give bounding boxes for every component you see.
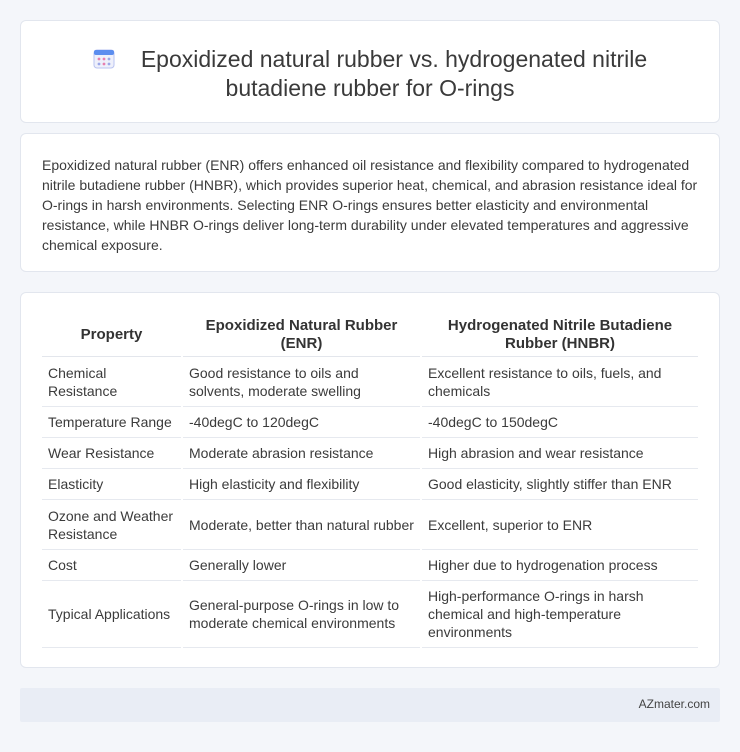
enr-cell: Moderate, better than natural rubber (182, 500, 421, 550)
table-row (42, 407, 698, 438)
property-cell: Typical Applications (42, 581, 182, 648)
table-header-row (42, 315, 698, 357)
property-cell: Ozone and Weather Resistance (42, 500, 182, 550)
hnbr-cell: High-performance O-rings in harsh chemical and high-temperature environments (421, 581, 698, 648)
calendar-icon (93, 47, 115, 69)
header-hnbr: Hydrogenated Nitrile Butadiene Rubber (HNBR) (421, 315, 698, 357)
title-line-1: Epoxidized natural rubber vs. hydrogenated nitrile (140, 46, 648, 72)
hnbr-cell: Excellent, superior to ENR (421, 500, 698, 550)
property-cell: Chemical Resistance (42, 357, 182, 407)
enr-cell: General-purpose O-rings in low to moderate chemical environments (182, 581, 421, 648)
enr-cell: Moderate abrasion resistance (182, 438, 421, 469)
footer-bar (20, 688, 720, 722)
intro-paragraph: Epoxidized natural rubber (ENR) offers enhanced oil resistance and flexibility compared to hydrogenated nitrile butadiene rubber (HNBR), which provides superior heat, chemical, and abrasion resistance ideal for O-rings in harsh environments. Selecting ENR O-rings ensures better elasticity and environmental resistance, while HNBR O-rings deliver long-term durability under elevated temperatures and aggressive chemical exposure. (42, 157, 698, 253)
table-row (42, 581, 698, 648)
hnbr-cell: -40degC to 150degC (421, 407, 698, 438)
table-row (42, 469, 698, 500)
enr-cell: -40degC to 120degC (182, 407, 421, 438)
property-cell: Wear Resistance (42, 438, 182, 469)
intro-card (20, 133, 720, 272)
title-card (20, 20, 720, 123)
hnbr-cell: Higher due to hydrogenation process (421, 550, 698, 581)
hnbr-cell: Good elasticity, slightly stiffer than ENR (421, 469, 698, 500)
property-cell: Cost (42, 550, 182, 581)
table-row (42, 500, 698, 550)
comparison-table (42, 315, 698, 648)
table-row (42, 357, 698, 407)
comparison-card (20, 292, 720, 668)
header-enr: Epoxidized Natural Rubber (ENR) (182, 315, 421, 357)
hnbr-cell: Excellent resistance to oils, fuels, and chemicals (421, 357, 698, 407)
enr-cell: Generally lower (182, 550, 421, 581)
header-property: Property (42, 315, 182, 357)
property-cell: Elasticity (42, 469, 182, 500)
page-title (21, 45, 719, 103)
footer-brand: AZmater.com (638, 697, 710, 711)
enr-cell: Good resistance to oils and solvents, moderate swelling (182, 357, 421, 407)
enr-cell: High elasticity and flexibility (182, 469, 421, 500)
property-cell: Temperature Range (42, 407, 182, 438)
table-row (42, 438, 698, 469)
title-line-2: butadiene rubber for O-rings (225, 75, 515, 101)
table-row (42, 550, 698, 581)
hnbr-cell: High abrasion and wear resistance (421, 438, 698, 469)
